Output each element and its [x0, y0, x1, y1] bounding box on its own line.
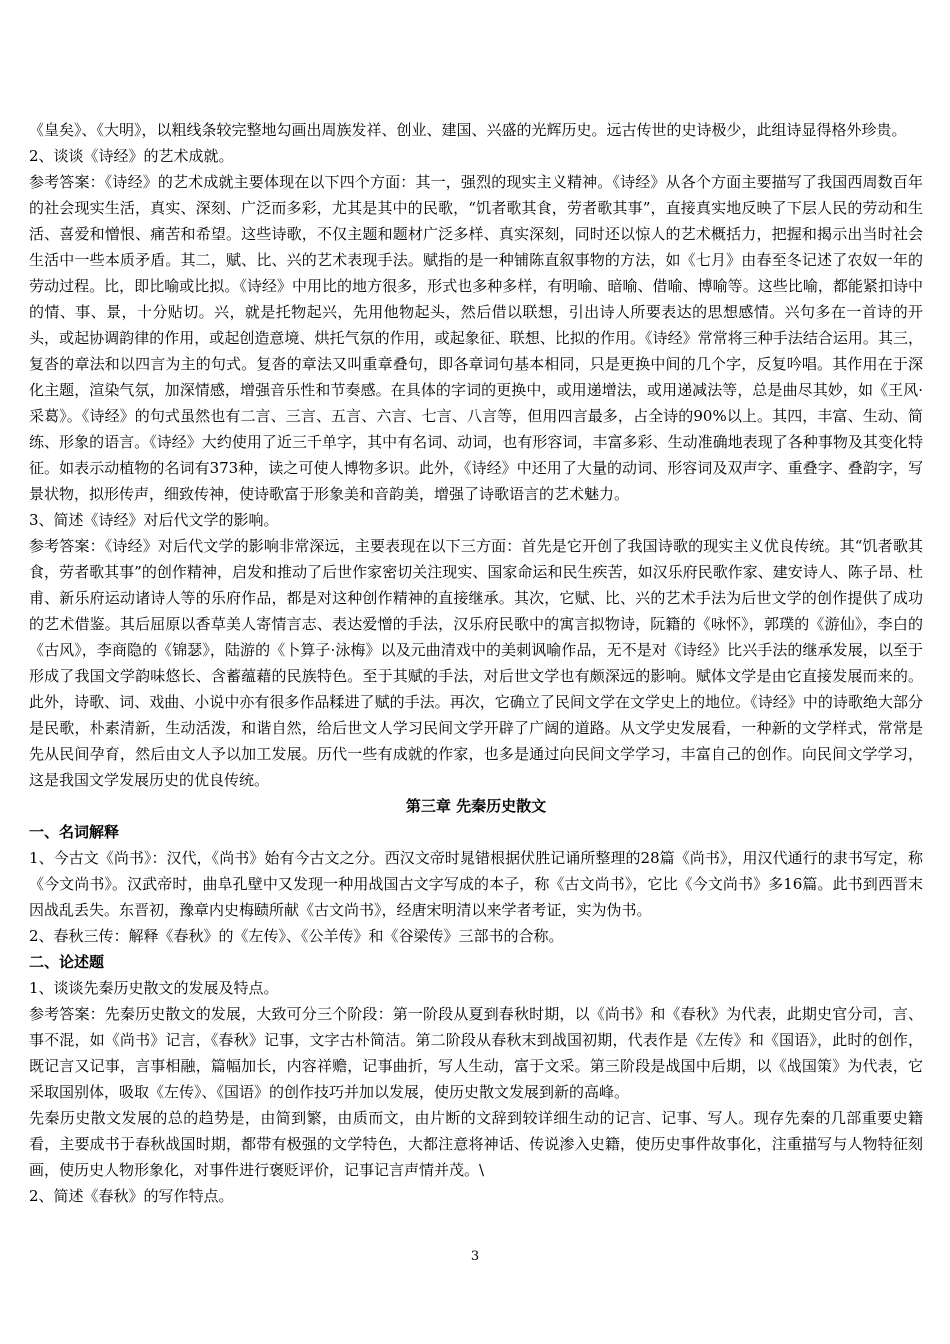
essay-question-1: 1、谈谈先秦历史散文的发展及特点。: [29, 979, 279, 997]
essay-answer-1-part-2: 先秦历史散文发展的总的趋势是，由简到繁，由质而文，由片断的文辞到较详细生动的记言、记事、写人。现存先秦的几部重要史籍看，主要成书于春秋战国时期，都带有极强的文学特色，大都注意将神话、传说渗入史籍，使历史事件故事化，注重描写与人物特征刻画，使历史人物形象化，对事件进行褒贬评价，记事记言声情并茂。\: [29, 1109, 923, 1179]
essay-answer-1-part-1: 参考答案：先秦历史散文的发展，大致可分三个阶段：第一阶段从夏到春秋时期，以《尚书》和《春秋》为代表，此期史官分司，言、事不混，如《尚书》记言，《春秋》记事，文字古朴简洁。第二阶段从春秋末到战国初期，代表作是《左传》和《国语》，此时的创作，既记言又记事，言事相融，篇幅加长，内容祥赡，记事曲折，写人生动，富于文采。第三阶段是战国中后期，以《战国策》为代表，它采取国别体，吸取《左传》、《国语》的创作技巧并加以发展，使历史散文发展到新的高峰。: [29, 1005, 923, 1101]
answer-shijing-artistic-achievement: 参考答案：《诗经》的艺术成就主要体现在以下四个方面：其一，强烈的现实主义精神。《诗经》从各个方面主要描写了我国西周数百年的社会现实生活，真实、深刻、广泛而多彩，尤其是其中的民歌，“饥者歌其食，劳者歌其事”，直接真实地反映了下层人民的劳动和生活、喜爱和憎恨、痛苦和希望。这些诗歌，不仅主题和题材广泛多样、真实深刻，同时还以惊人的艺术概括力，把握和揭示出当时社会生活中一些本质矛盾。其二，赋、比、兴的艺术表现手法。赋指的是一种铺陈直叙事物的方法，如《七月》由春至冬记述了农奴一年的劳动过程。比，即比喻或比拟。《诗经》中用比的地方很多，形式也多种多样，有明喻、暗喻、借喻、博喻等。这些比喻，都能紧扣诗中的情、事、景，十分贴切。兴，就是托物起兴，先用他物起头，然后借以联想，引出诗人所要表达的思想感情。兴句多在一首诗的开头，或起协调韵律的作用，或起创造意境、烘托气氛的作用，或起象征、联想、比拟的作用。《诗经》常常将三种手法结合运用。其三，复沓的章法和以四言为主的句式。复沓的章法又叫重章叠句，即各章词句基本相同，只是更换中间的几个字，反复吟唱。其作用在于深化主题，渲染气氛，加深情感，增强音乐性和节奏感。在具体的字词的更换中，或用递增法，或用递减法等，总是曲尽其妙，如《王风·采葛》。《诗经》的句式虽然也有二言、三言、五言、六言、七言、八言等，但用四言最多，占全诗的90%以上。其四，丰富、生动、简练、形象的语言。《诗经》大约使用了近三千单字，其中有名词、动词，也有形容词，丰富多彩、生动准确地表现了各种事物及其变化特征。如表示动植物的名词有373种，读之可使人博物多识。此外，《诗经》中还用了大量的动词、形容词及双声字、重叠字、叠韵字，写景状物，拟形传声，细致传神，使诗歌富于形象美和音韵美，增强了诗歌语言的艺术魅力。: [29, 173, 923, 503]
section-heading-terms: 一、名词解释: [29, 823, 120, 841]
question-shijing-influence: 3、简述《诗经》对后代文学的影响。: [29, 511, 279, 529]
paragraph-zhou-epics-summary: 《皇矣》、《大明》，以粗线条较完整地勾画出周族发祥、创业、建国、兴盛的光辉历史。远古传世的史诗极少，此组诗显得格外珍贵。: [29, 121, 907, 139]
page-number: 3: [470, 1249, 480, 1264]
term-chunqiu-sanzhuan: 2、春秋三传：解释《春秋》的《左传》、《公羊传》和《谷梁传》三部书的合称。: [29, 927, 564, 945]
question-shijing-artistic-achievement: 2、谈谈《诗经》的艺术成就。: [29, 147, 234, 165]
answer-shijing-influence: 参考答案：《诗经》对后代文学的影响非常深远，主要表现在以下三方面：首先是它开创了我国诗歌的现实主义优良传统。其“饥者歌其食，劳者歌其事”的创作精神，启发和推动了后世作家密切关注现实、国家命运和民生疾苦，如汉乐府民歌作家、建安诗人、陈子昂、杜甫、新乐府运动诸诗人等的乐府作品，都是对这种创作精神的直接继承。其次，它赋、比、兴的艺术手法为后世文学的创作提供了成功的艺术借鉴。其后屈原以香草美人寄情言志、表达爱憎的手法，汉乐府民歌中的寓言拟物诗，阮籍的《咏怀》，郭璞的《游仙》，李白的《古风》，李商隐的《锦瑟》，陆游的《卜算子·泳梅》以及元曲清戏中的美刺讽喻作品，无不是对《诗经》比兴手法的继承发展，以至于形成了我国文学韵味悠长、含蓄蕴藉的民族特色。至于其赋的手法，对后世文学也有颇深远的影响。赋体文学是由它直接发展而来的。此外，诗歌、词、戏曲、小说中亦有很多作品糅进了赋的手法。再次，它确立了民间文学在文学史上的地位。《诗经》中的诗歌绝大部分是民歌，朴素清新，生动活泼，和谐自然，给后世文人学习民间文学开辟了广阔的道路。从文学史发展看，一种新的文学样式，常常是先从民间孕育，然后由文人予以加工发展。历代一些有成就的作家，也多是通过向民间文学学习，丰富自己的创作。向民间文学学习，这是我国文学发展历史的优良传统。: [29, 537, 923, 789]
essay-question-2: 2、简述《春秋》的写作特点。: [29, 1187, 234, 1205]
document-body: [29, 117, 923, 1209]
section-heading-essay: 二、论述题: [29, 953, 105, 971]
term-shangshu: 1、今古文《尚书》：汉代，《尚书》始有今古文之分。西汉文帝时晁错根据伏胜记诵所整理的28篇《尚书》，用汉代通行的隶书写定，称《今文尚书》。汉武帝时，曲阜孔壁中又发现一种用战国古文字写成的本子，称《古文尚书》，它比《今文尚书》多16篇。此书到西晋末因战乱丢失。东晋初，豫章内史梅赜所献《古文尚书》，经唐宋明清以来学者考证，实为伪书。: [29, 849, 923, 919]
chapter-title: 第三章 先秦历史散文: [405, 797, 547, 815]
